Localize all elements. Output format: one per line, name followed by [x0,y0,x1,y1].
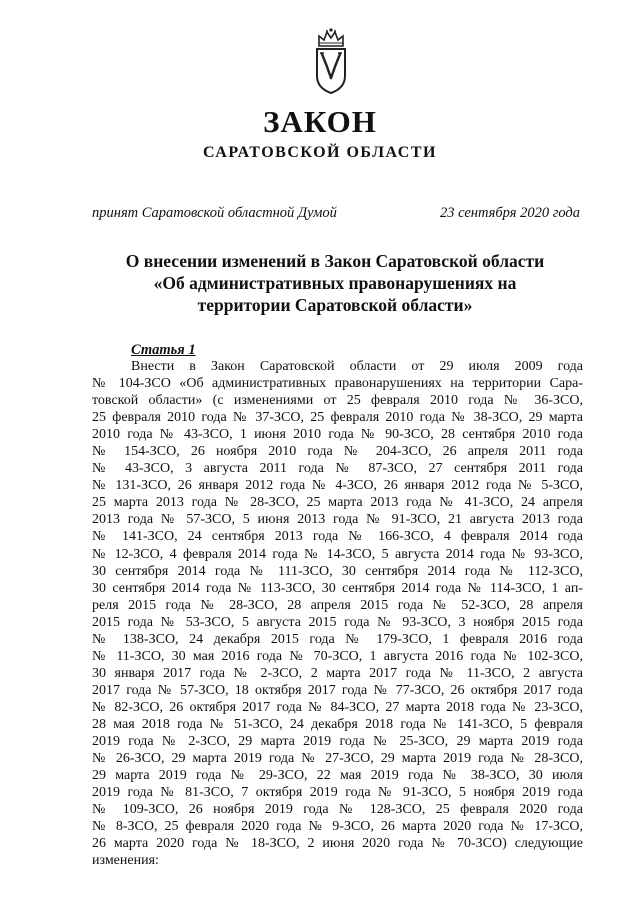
body-line: № 109-ЗСО, 26 ноября 2019 года № 128-ЗСО, 25 февраля 2020 года [92,802,583,818]
body-line: 29 марта 2019 года № 29-ЗСО, 22 мая 2019 года № 38-ЗСО, 30 июля [92,768,583,784]
body-line: 26 марта 2020 года № 18-ЗСО, 2 июня 2020 года № 70-ЗСО) следующие [92,836,583,852]
body-line: № 43-ЗСО, 3 августа 2011 года № 87-ЗСО, 27 сентября 2011 года [92,461,583,477]
body-line: № 12-ЗСО, 4 февраля 2014 года № 14-ЗСО, 5 августа 2014 года № 93-ЗСО, [92,546,583,562]
body-line: 2015 года № 53-ЗСО, 5 августа 2015 года № 93-ЗСО, 3 ноября 2015 года [92,614,583,630]
law-title [70,250,600,316]
body-line: 30 января 2017 года № 2-ЗСО, 2 марта 2017 года № 11-ЗСО, 2 августа [92,665,583,681]
body-line: 2013 года № 57-ЗСО, 5 июня 2013 года № 91-ЗСО, 21 августа 2013 года [92,512,583,528]
body-line: № 154-ЗСО, 26 ноября 2010 года № 204-ЗСО, 26 апреля 2011 года [92,444,583,460]
law-title-line: территории Саратовской области» [197,295,473,315]
body-line: товской области» (с изменениями от 25 февраля 2010 года № 36-ЗСО, [92,393,583,409]
body-line: № 26-ЗСО, 29 марта 2019 года № 27-ЗСО, 29 марта 2019 года № 28-ЗСО, [92,751,583,767]
article-body [92,358,583,869]
body-line: Внести в Закон Саратовской области от 29 июля 2009 года [131,359,583,374]
body-line: 28 мая 2018 года № 51-ЗСО, 24 декабря 2018 года № 141-ЗСО, 5 февраля [92,716,583,732]
body-line: 30 сентября 2014 года № 113-ЗСО, 30 сентября 2014 года № 114-ЗСО, 1 ап- [92,580,583,596]
body-line: № 11-ЗСО, 30 мая 2016 года № 70-ЗСО, 1 августа 2016 года № 102-ЗСО, [92,648,583,664]
document-type: ЗАКОН [263,104,377,139]
body-line: № 104-ЗСО «Об административных правонарушениях на территории Сара- [92,376,583,392]
body-line: 25 марта 2013 года № 28-ЗСО, 25 марта 2013 года № 41-ЗСО, 24 апреля [92,495,583,511]
body-line: 2017 года № 57-ЗСО, 18 октября 2017 года № 77-ЗСО, 26 октября 2017 года [92,682,583,698]
law-title-line: «Об административных правонарушениях на [153,273,517,293]
body-line: № 8-ЗСО, 25 февраля 2020 года № 9-ЗСО, 26 марта 2020 года № 17-ЗСО, [92,819,583,835]
body-line: 25 февраля 2010 года № 37-ЗСО, 25 февраля 2010 года № 38-ЗСО, 29 марта [92,410,583,426]
saratov-coat-of-arms-icon [311,26,351,96]
region-name: САРАТОВСКОЙ ОБЛАСТИ [203,144,437,161]
body-line: реля 2015 года № 28-ЗСО, 28 апреля 2015 года № 52-ЗСО, 28 апреля [92,597,583,613]
body-line: № 138-ЗСО, 24 декабря 2015 года № 179-ЗСО, 1 февраля 2016 года [92,631,583,647]
adopted-date: 23 сентября 2020 года [439,205,580,221]
body-line: № 131-ЗСО, 26 января 2012 года № 4-ЗСО, 26 января 2012 года № 5-ЗСО, [92,478,583,494]
article-heading: Статья 1 [131,342,196,358]
body-line: изменения: [92,853,159,869]
body-line: 30 сентября 2014 года № 111-ЗСО, 30 сентября 2014 года № 112-ЗСО, [92,563,583,579]
body-line: № 82-ЗСО, 26 октября 2017 года № 84-ЗСО, 27 марта 2018 года № 23-ЗСО, [92,699,583,715]
law-title-line: О внесении изменений в Закон Саратовской области [125,251,545,271]
body-line: № 141-ЗСО, 24 сентября 2013 года № 166-ЗСО, 4 февраля 2014 года [92,529,583,545]
body-line: 2010 года № 43-ЗСО, 1 июня 2010 года № 90-ЗСО, 28 сентября 2010 года [92,427,583,443]
body-line: 2019 года № 81-ЗСО, 7 октября 2019 года № 91-ЗСО, 5 ноября 2019 года [92,785,583,801]
adopted-by: принят Саратовской областной Думой [92,205,337,221]
body-line: 2019 года № 2-ЗСО, 29 марта 2019 года № 25-ЗСО, 29 марта 2019 года [92,734,583,750]
